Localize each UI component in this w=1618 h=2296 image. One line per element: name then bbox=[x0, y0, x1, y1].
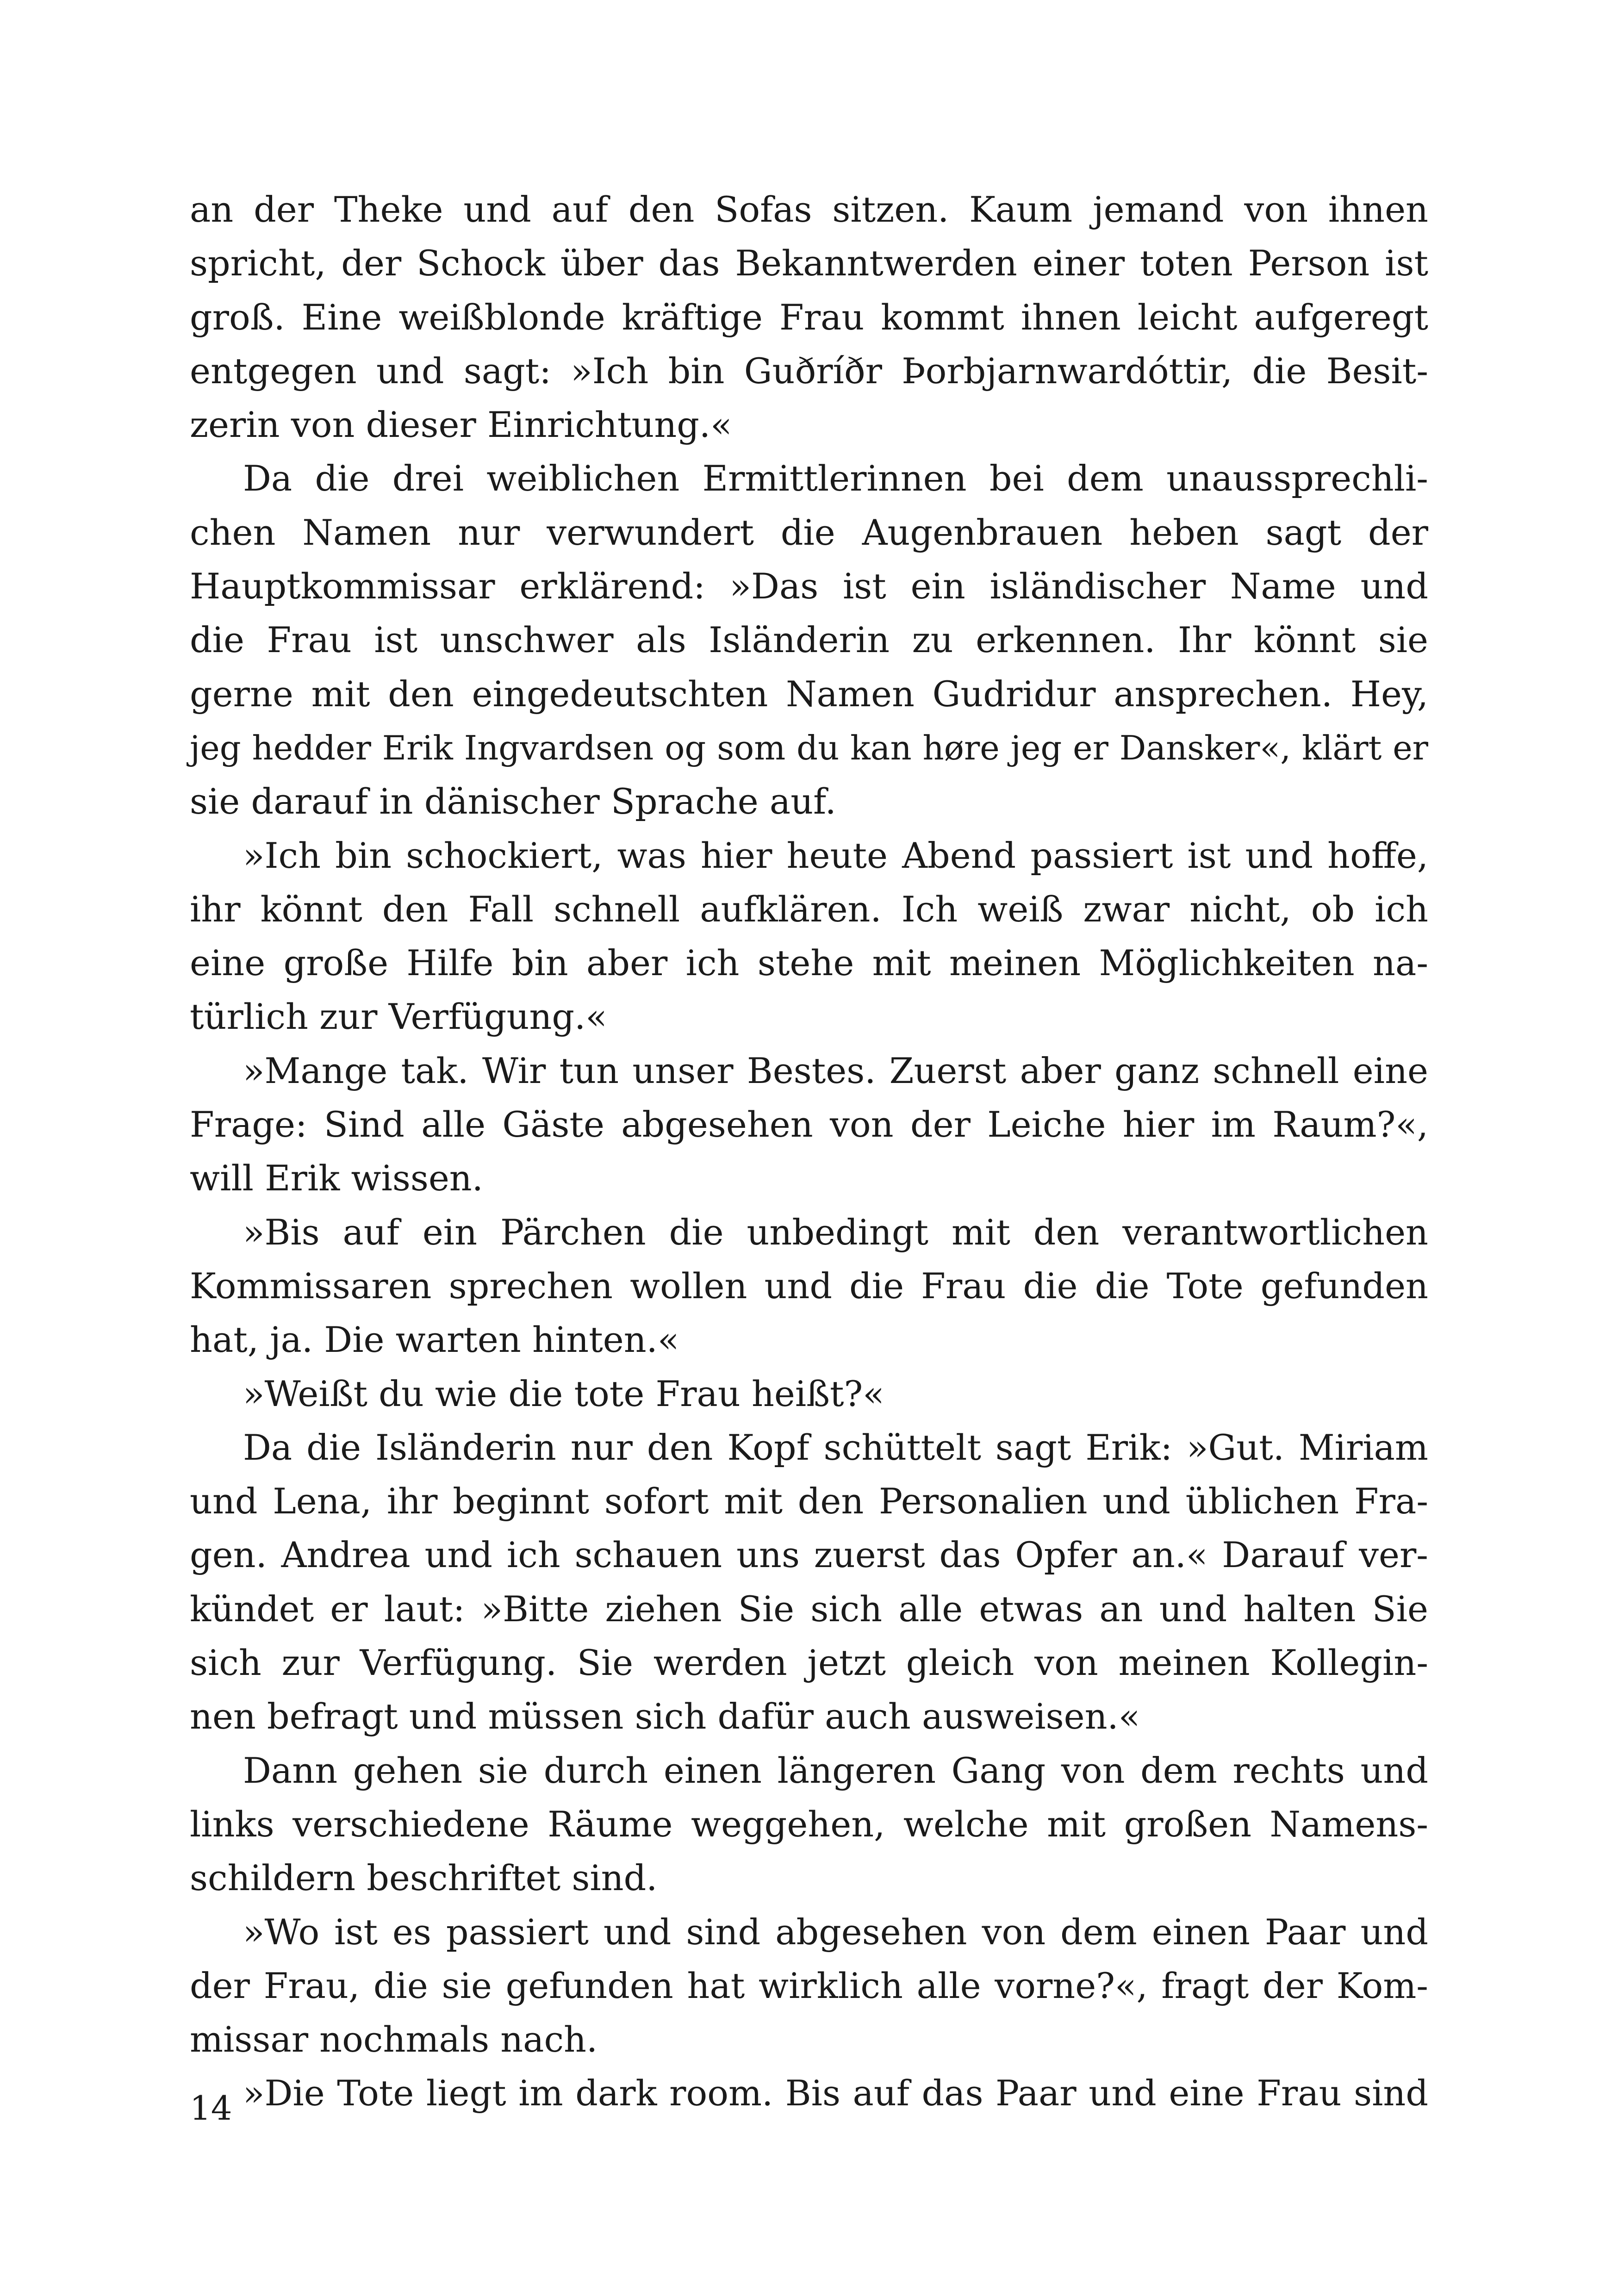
text-line: »Bis auf ein Pärchen die unbedingt mit den verantwortlichen bbox=[243, 1211, 1428, 1253]
text-line: Da die drei weiblichen Ermittlerinnen bei dem unaussprechli- bbox=[243, 458, 1428, 499]
text-line: gerne mit den eingedeutschten Namen Gudridur ansprechen. Hey, bbox=[190, 673, 1428, 715]
text-line: hat, ja. Die warten hinten.« bbox=[190, 1319, 679, 1361]
text-line: chen Namen nur verwundert die Augenbrauen heben sagt der bbox=[190, 511, 1428, 553]
text-line: Hauptkommissar erklärend: »Das ist ein isländischer Name und bbox=[190, 566, 1428, 607]
text-line: Dann gehen sie durch einen längeren Gang von dem rechts und bbox=[243, 1749, 1428, 1791]
text-line: die Frau ist unschwer als Isländerin zu erkennen. Ihr könnt sie bbox=[190, 619, 1428, 661]
text-line: an der Theke und auf den Sofas sitzen. Kaum jemand von ihnen bbox=[190, 189, 1428, 230]
text-line: ihr könnt den Fall schnell aufklären. Ich weiß zwar nicht, ob ich bbox=[190, 888, 1428, 930]
text-line: und Lena, ihr beginnt sofort mit den Personalien und üblichen Fra- bbox=[190, 1481, 1428, 1522]
text-line: Kommissaren sprechen wollen und die Frau die die Tote gefunden bbox=[190, 1265, 1428, 1307]
text-line: missar nochmals nach. bbox=[190, 2019, 598, 2060]
text-line: »Die Tote liegt im dark room. Bis auf das Paar und eine Frau sind bbox=[243, 2072, 1428, 2114]
text-line: gen. Andrea und ich schauen uns zuerst das Opfer an.« Darauf ver- bbox=[190, 1534, 1428, 1576]
text-line: schildern beschriftet sind. bbox=[190, 1857, 658, 1899]
text-line: nen befragt und müssen sich dafür auch ausweisen.« bbox=[190, 1696, 1140, 1737]
text-line: will Erik wissen. bbox=[190, 1157, 483, 1199]
text-line: sie darauf in dänischer Sprache auf. bbox=[190, 781, 836, 822]
text-line: zerin von dieser Einrichtung.« bbox=[190, 404, 732, 446]
text-line: »Wo ist es passiert und sind abgesehen von dem einen Paar und bbox=[243, 1911, 1428, 1953]
text-line: spricht, der Schock über das Bekanntwerden einer toten Person ist bbox=[190, 243, 1428, 284]
text-line: links verschiedene Räume weggehen, welche mit großen Namens- bbox=[190, 1803, 1428, 1845]
text-line: der Frau, die sie gefunden hat wirklich alle vorne?«, fragt der Kom- bbox=[190, 1965, 1428, 2006]
body-text bbox=[190, 183, 1428, 2121]
text-line: groß. Eine weißblonde kräftige Frau kommt ihnen leicht aufgeregt bbox=[190, 296, 1428, 338]
page-number: 14 bbox=[190, 2089, 232, 2128]
text-line: kündet er laut: »Bitte ziehen Sie sich alle etwas an und halten Sie bbox=[190, 1588, 1428, 1630]
text-line: »Mange tak. Wir tun unser Bestes. Zuerst aber ganz schnell eine bbox=[243, 1050, 1428, 1091]
text-line: eine große Hilfe bin aber ich stehe mit meinen Möglichkeiten na- bbox=[190, 942, 1428, 984]
text-line: jeg hedder Erik Ingvardsen og som du kan høre jeg er Dansker«, klärt er bbox=[190, 728, 1428, 767]
text-line: »Ich bin schockiert, was hier heute Abend passiert ist und hoffe, bbox=[243, 834, 1428, 876]
text-line: »Weißt du wie die tote Frau heißt?« bbox=[243, 1373, 884, 1414]
text-line: entgegen und sagt: »Ich bin Guðríðr Þorbjarnwardóttir, die Besit- bbox=[190, 350, 1428, 392]
text-line: türlich zur Verfügung.« bbox=[190, 996, 607, 1038]
text-line: Da die Isländerin nur den Kopf schüttelt sagt Erik: »Gut. Miriam bbox=[243, 1426, 1428, 1468]
text-line: Frage: Sind alle Gäste abgesehen von der Leiche hier im Raum?«, bbox=[190, 1104, 1428, 1145]
text-line: sich zur Verfügung. Sie werden jetzt gleich von meinen Kollegin- bbox=[190, 1642, 1428, 1684]
